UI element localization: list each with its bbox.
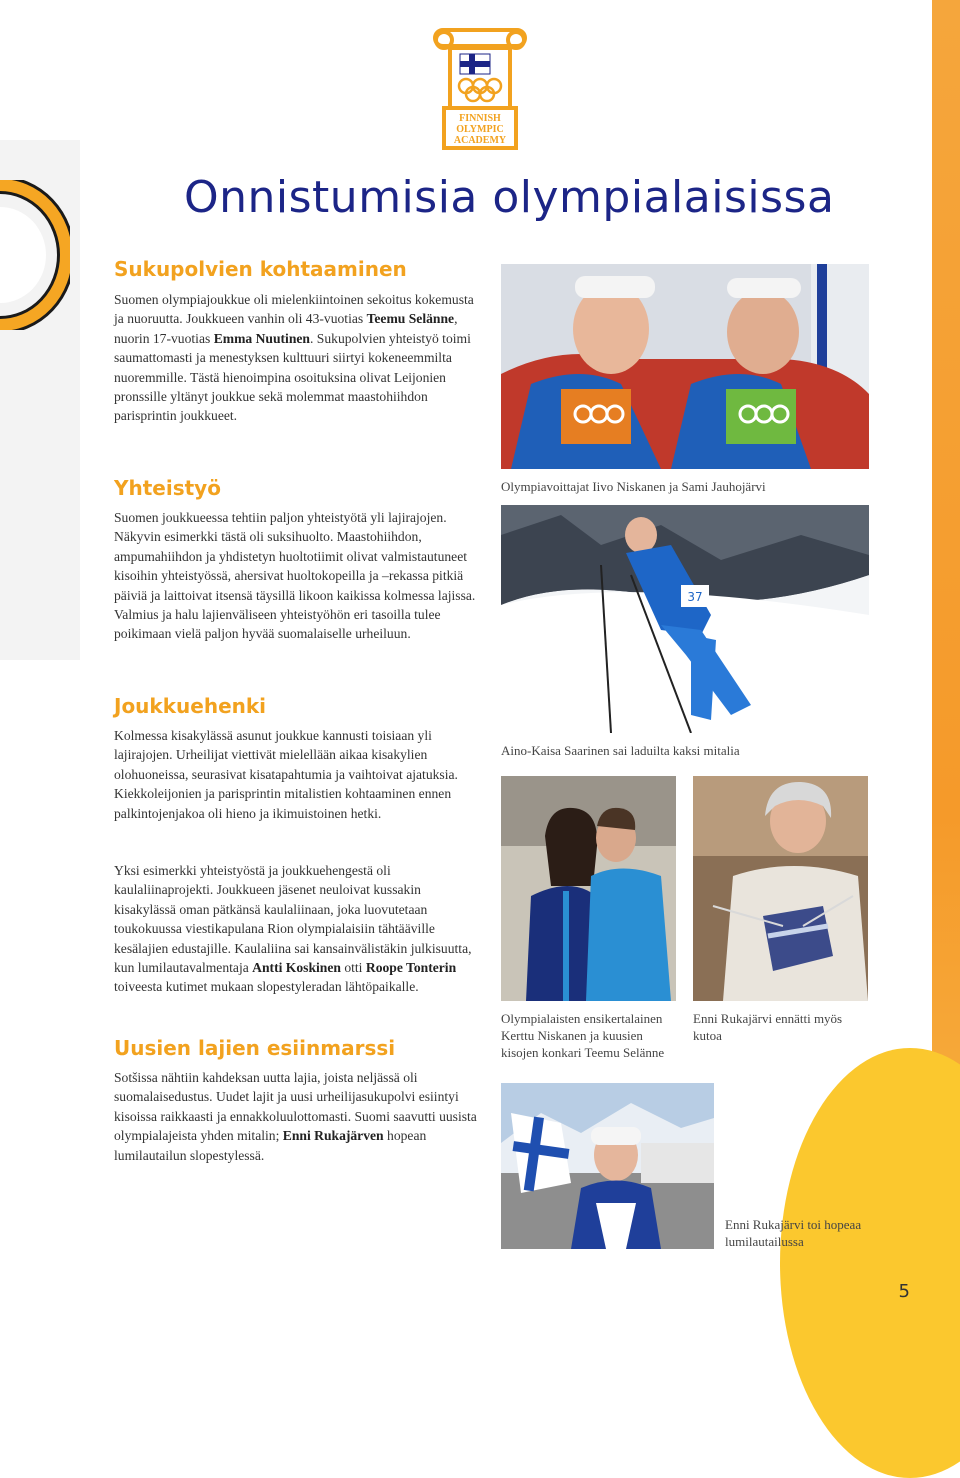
photo-rukajarvi-silver <box>501 1083 714 1249</box>
name-emma-nuutinen: Emma Nuutinen <box>213 330 310 346</box>
name-teemu-selanne: Teemu Selänne <box>366 311 455 327</box>
photo-aino-kaisa-saarinen <box>501 505 869 733</box>
text-run: Yksi esimerkki yhteistyöstä ja joukkuehengestä oli kaulaliinaprojekti. Joukkueen jäsenet neuloivat kussakin kisakylässä oman pätkänsä kaulaliinaan, joka luovutetaan toukokuussa viestikapulana Rion olympialaisiin tähtääville kesälajien edustajille. Kaulaliina sai kansainvälistäkin julkisuutta, kun lumilautavalmentaja <box>114 863 472 976</box>
caption-photo-5: Enni Rukajärvi toi hopeaa lumilautailussa <box>725 1217 862 1249</box>
section-heading-yhteistyo: Yhteistyö <box>114 476 221 500</box>
text-run: , nuorin 17-vuotias <box>114 311 458 346</box>
page-number: 5 <box>898 1281 910 1302</box>
photo-niskanen-selanne <box>501 776 676 1001</box>
section-text-kaulaliina <box>114 861 482 997</box>
page-title: Onnistumisia olympialaisissa <box>184 172 835 223</box>
svg-text:37: 37 <box>687 590 703 604</box>
name-enni-rukajarvi: Enni Rukajärven <box>282 1128 384 1144</box>
text-run: otti <box>340 960 366 976</box>
section-heading-joukkuehenki: Joukkuehenki <box>114 694 267 718</box>
caption-photo-4: Enni Rukajärvi ennätti myös kutoa <box>693 1011 843 1043</box>
caption-photo-1: Olympiavoittajat Iivo Niskanen ja Sami Jauhojärvi <box>501 479 766 494</box>
photo-rukajarvi-knitting <box>693 776 868 1001</box>
logo-line-3: ACADEMY <box>453 135 507 146</box>
text-run: Suomen olympiajoukkue oli mielenkiintoinen sekoitus kokemusta ja nuoruutta. Joukkueen vanhin oli 43-vuotias <box>114 292 474 327</box>
caption-photo-2: Aino-Kaisa Saarinen sai laduilta kaksi mitalia <box>501 743 740 758</box>
finnish-olympic-academy-logo <box>430 26 530 156</box>
name-antti-koskinen: Antti Koskinen <box>252 960 341 976</box>
section-text-uusien <box>114 1068 482 1165</box>
text-run: Sotšissa nähtiin kahdeksan uutta lajia, joista neljässä oli suomalaisedustus. Uudet lajit ja uusi urheilijasukupolvi esiintyi kisoissa raikkaasti ja ennakkoluulottomasti. Suomi saavutti uusista olympialajeista yhden mitalin; <box>114 1070 477 1144</box>
caption-photo-3: Olympialaisten ensikertalainen Kerttu Niskanen ja kuusien kisojen konkari Teemu Selänne <box>501 1011 665 1060</box>
name-roope-tonteri: Roope Tonterin <box>365 960 457 976</box>
logo-line-1: FINNISH <box>459 113 501 124</box>
olympic-ring-decoration <box>0 180 70 330</box>
text-run: . Sukupolvien yhteistyö toimi saumattomasti ja menestyksen kulttuuri siirtyi kokeneemmilta nuoremmille. Tästä hienoimpina osoituksina olivat Leijonien pronssille yltänyt joukkue sekä molemmat maastohiihdon parisprintin joukkueet. <box>114 330 471 424</box>
section-text-sukupolvien <box>114 290 482 426</box>
text-run: hopean lumilautailun slopestylessä. <box>114 1128 427 1163</box>
logo-line-2: OLYMPIC <box>456 124 504 135</box>
photo-niskanen-jauhojarvi <box>501 264 869 469</box>
section-text-yhteistyo: Suomen joukkueessa tehtiin paljon yhteistyötä yli lajirajojen. Näkyvin esimerkki tästä oli suksihuolto. Maastohiihdon, ampumahiihdon ja yhdistetyn huoltotiimit olivat valmistautuneet kisoihin yhteistyössä, ahersivat huoltokopeilla ja –rekassa pitkiä päiviä ja laittoivat itsensä täysillä likoon kaikissa kolmessa lajissa. Valmius ja halu lajienväliseen yhteistyöhön eri tasoilla tulee poikimaan vielä paljon hyvää suomalaiselle urheiluun. <box>114 510 476 642</box>
text-run: toiveesta kutimet mukaan slopestyleradan lähtöpaikalle. <box>114 979 419 995</box>
corner-decoration <box>780 1048 960 1478</box>
section-heading-sukupolvien: Sukupolvien kohtaaminen <box>114 257 407 281</box>
section-text-joukkuehenki: Kolmessa kisakylässä asunut joukkue kannusti toisiaan yli lajirajojen. Urheilijat viettivät mielellään aikaa kisakylien olohuoneissa, seurasivat kisatapahtumia ja vaihtoivat ajatuksia. Kiekkoleijonien ja parisprintin mitalistien kohtaaminen ennen palkintojenjakoa oli hieno ja ikimuistoinen hetki. <box>114 728 458 821</box>
section-heading-uusien: Uusien lajien esiinmarssi <box>114 1036 396 1060</box>
